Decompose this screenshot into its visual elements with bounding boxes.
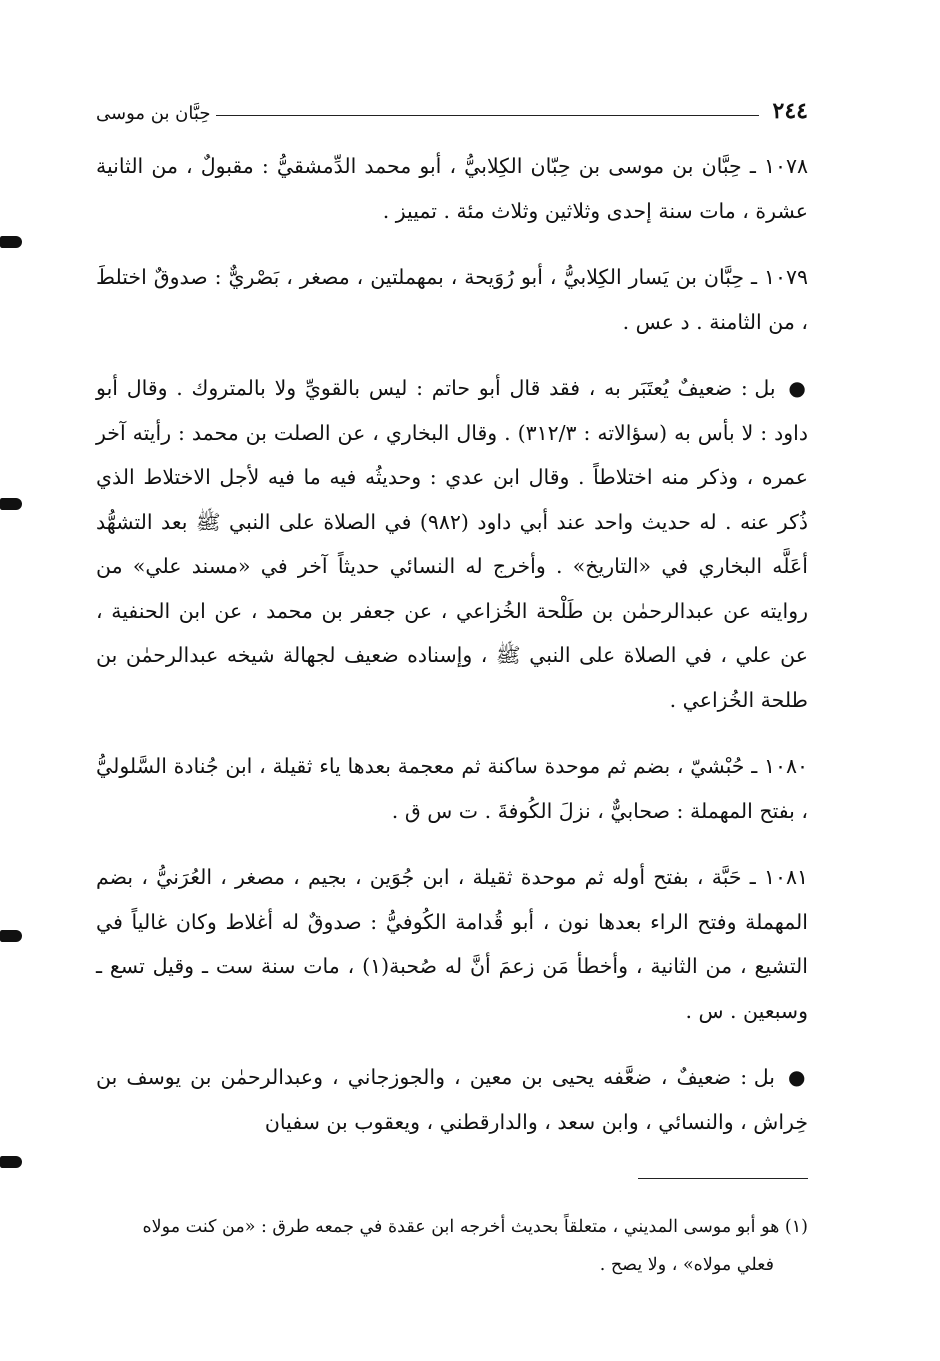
entry-1080 bbox=[96, 744, 808, 833]
bullet-icon: ● bbox=[788, 1065, 808, 1089]
page-body bbox=[96, 144, 808, 1166]
header-rule bbox=[216, 115, 758, 116]
entry-number: ١٠٧٩ bbox=[763, 265, 808, 289]
note-text: بل : ضعيفٌ يُعتَبَر به ، فقد قال أبو حاتم : ليس بالقويِّ ولا بالمتروك . وقال أبو داود : لا بأس به (سؤالاته : ٣١٢/٣) . وقال البخاري ، عن الصلت بن محمد : رأيته آخر عمره ، وذكر منه اختلاطاً . وقال ابن عدي : وحديثُه فيه ما فيه لأجل الاختلاط الذي ذُكر عنه . له حديث واحد عند أبي داود (٩٨٢) في الصلاة على النبي ﷺ بعد التشهُّد أعَلَّه البخاري في «التاريخ» . وأخرج له النسائي حديثاً آخر في «مسند علي» من روايته عن عبدالرحمٰن بن طَلْحة الخُزاعي ، عن جعفر بن محمد ، عن ابن الحنفية ، عن علي ، في الصلاة على النبي ﷺ ، وإسناده ضعيف لجهالة شيخه عبدالرحمٰن بن طلحة الخُزاعي . bbox=[96, 376, 809, 712]
margin-mark bbox=[0, 1156, 22, 1168]
bullet-icon: ● bbox=[788, 376, 808, 400]
page-number: ٢٤٤ bbox=[772, 98, 808, 124]
entry-number: ١٠٨١ bbox=[763, 865, 808, 889]
margin-mark bbox=[0, 236, 22, 248]
document-page bbox=[96, 84, 808, 1304]
running-title: حِبَّان بن موسى bbox=[96, 103, 211, 124]
entry-text: ـ حِبَّان بن يَسار الكِلابيُّ ، أبو رُوَيحة ، بمهملتين ، مصغر ، بَصْريٌّ : صدوقٌ اختلطَ ، من الثامنة . د عس . bbox=[96, 265, 808, 334]
note-1079 bbox=[96, 366, 808, 722]
entry-number: ١٠٨٠ bbox=[763, 754, 808, 778]
entry-1079 bbox=[96, 255, 808, 344]
page-header bbox=[96, 94, 808, 124]
margin-mark bbox=[0, 498, 22, 510]
entry-text: ـ حُبْشيّ ، بضم ثم موحدة ساكنة ثم معجمة بعدها ياء ثقيلة ، ابن جُنادة السَّلوليُّ ، بفتح المهملة : صحابيٌّ ، نزلَ الكُوفةَ . ت س ق . bbox=[96, 754, 808, 823]
note-text: بل : ضعيفٌ ، ضعَّفه يحيى بن معين ، والجوزجاني ، وعبدالرحمٰن بن يوسف بن خِراش ، والنسائي ، وابن سعد ، والدارقطني ، ويعقوب بن سفيان bbox=[96, 1065, 808, 1134]
entry-text: ـ حِبَّان بن موسى بن حِبّان الكِلابيُّ ، أبو محمد الدِّمشقيُّ : مقبولٌ ، من الثانية عشرة ، مات سنة إحدى وثلاثين وثلاث مئة . تمييز . bbox=[96, 154, 808, 223]
entry-1081 bbox=[96, 855, 808, 1033]
entry-1078 bbox=[96, 144, 808, 233]
note-1081 bbox=[96, 1055, 808, 1144]
footnote-rule bbox=[638, 1178, 808, 1179]
margin-mark bbox=[0, 930, 22, 942]
footnote-line-2: فعلي مولاه» ، ولا يصح . bbox=[599, 1255, 774, 1275]
footnote-line-1: (١) هو أبو موسى المديني ، متعلقاً بحديث أخرجه ابن عقدة في جمعه طرق : «من كنت مولاه bbox=[142, 1217, 808, 1237]
footnote bbox=[96, 1208, 808, 1284]
entry-text: ـ حَبَّة ، بفتح أوله ثم موحدة ثقيلة ، ابن جُوَين ، بجيم ، مصغر ، العُرَنيُّ ، بضم المهملة وفتح الراء بعدها نون ، أبو قُدامة الكُوفيُّ : صدوقٌ له أغلاط وكان غالياً في التشيع ، من الثانية ، وأخطأ مَن زعمَ أنَّ له صُحبة(١) ، مات سنة ست ـ وقيل تسع ـ وسبعين . س . bbox=[96, 865, 808, 1023]
entry-number: ١٠٧٨ bbox=[763, 154, 808, 178]
